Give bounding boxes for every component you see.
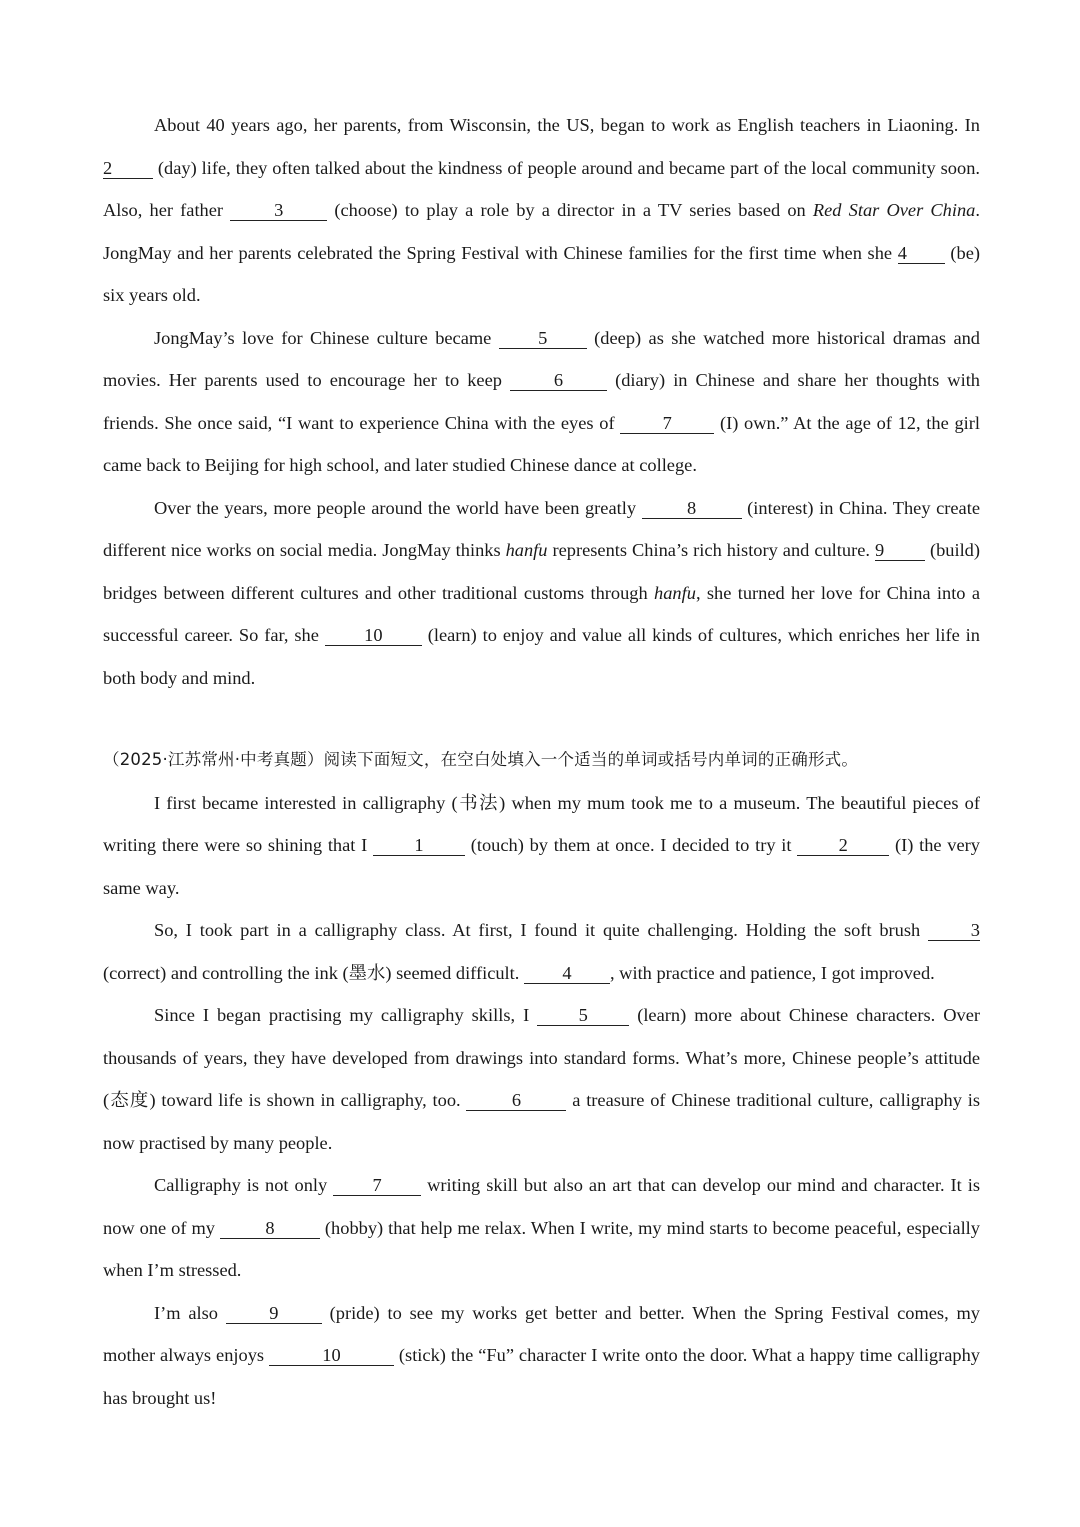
passage-text: (build) bridges between different cultures and other traditional customs through	[103, 540, 980, 603]
passage-text: (learn) more about Chinese characters. Over thousands of years, they have developed from drawings into standard forms. What’s more, Chinese people’s attitude (态度) toward life is shown in calligraphy, too.	[103, 1005, 980, 1110]
passage-text: (interest) in China. They create different nice works on social media. JongMay thinks	[103, 497, 980, 560]
book-title: Red Star Over China	[812, 200, 976, 220]
passage-text: (be) six years old.	[103, 242, 980, 305]
answer-blank[interactable]: 10	[269, 1346, 394, 1366]
answer-blank[interactable]: 8	[642, 499, 742, 519]
passage-text: (correct) and controlling the ink (墨水) seemed difficult.	[103, 962, 524, 983]
answer-blank[interactable]: 2	[103, 159, 153, 179]
passage-text: Calligraphy is not only	[154, 1175, 334, 1195]
answer-blank[interactable]: 6	[510, 371, 607, 391]
answer-blank[interactable]: 7	[620, 414, 714, 434]
passage-text: (touch) by them at once. I decided to try it	[465, 835, 798, 855]
answer-blank[interactable]: 1	[373, 836, 465, 856]
answer-blank[interactable]: 6	[466, 1091, 566, 1111]
passage-text: , she turned her love for China into a successful career. So far, she	[103, 582, 980, 645]
paragraph	[103, 1292, 980, 1420]
passage-text: . JongMay and her parents celebrated the Spring Festival with Chinese families for the first time when she	[103, 200, 980, 263]
italic-term: hanfu	[505, 540, 548, 560]
answer-blank[interactable]: 5	[537, 1006, 629, 1026]
passage-text: I’m also	[154, 1302, 226, 1323]
passage-text: Since I began practising my calligraphy skills, I	[154, 1005, 538, 1025]
passage-text: I first became interested in calligraphy (书法) when my mum took me to a museum. The beautiful pieces of writing there were so shining that I	[103, 792, 980, 855]
answer-blank[interactable]: 5	[499, 329, 587, 349]
passage-text: a treasure of Chinese traditional culture, calligraphy is now practised by many people.	[103, 1090, 980, 1153]
passage-calligraphy	[103, 739, 980, 1419]
passage-text: (I) own.” At the age of 12, the girl came back to Beijing for high school, and later studied Chinese dance at college.	[103, 412, 980, 475]
passage-text: writing skill but also an art that can develop our mind and character. It is now one of my	[103, 1175, 980, 1238]
answer-blank[interactable]: 8	[220, 1219, 320, 1239]
question-instructions: （2025·江苏常州·中考真题）阅读下面短文，在空白处填入一个适当的单词或括号内单词的正确形式。	[103, 750, 859, 769]
answer-blank[interactable]: 10	[325, 626, 422, 646]
paragraph	[103, 994, 980, 1164]
answer-blank[interactable]: 9	[226, 1304, 322, 1324]
passage-text: (day) life, they often talked about the kindness of people around and became part of the local community soon. Also, her father	[103, 157, 980, 220]
passage-text: So, I took part in a calligraphy class. At first, I found it quite challenging. Holding the soft brush	[154, 920, 928, 940]
passage-text: Over the years, more people around the world have been greatly	[154, 497, 642, 518]
passage-text: represents China’s rich history and culture.	[547, 540, 875, 560]
paragraph	[103, 487, 980, 700]
passage-jongmay	[103, 104, 980, 699]
answer-blank[interactable]: 3	[230, 201, 327, 221]
passage-text: (learn) to enjoy and value all kinds of cultures, which enriches her life in both body and mind.	[103, 625, 980, 688]
answer-blank[interactable]: 4	[524, 964, 610, 984]
passage-text: (deep) as she watched more historical dramas and movies. Her parents used to encourage her to keep	[103, 327, 981, 390]
answer-blank[interactable]: 4	[898, 244, 945, 264]
passage-text: (I) the very same way.	[103, 835, 980, 898]
answer-blank[interactable]: 9	[875, 541, 925, 561]
paragraph	[103, 1164, 980, 1292]
paragraph	[103, 909, 980, 994]
paragraph	[103, 317, 980, 487]
answer-blank[interactable]: 7	[333, 1176, 421, 1196]
passage-text: (stick) the “Fu” character I write onto the door. What a happy time calligraphy has brought us!	[103, 1345, 981, 1408]
paragraph	[103, 782, 980, 910]
passage-text: (pride) to see my works get better and better. When the Spring Festival comes, my mother always enjoys	[103, 1302, 981, 1365]
passage-text: (diary) in Chinese and share her thoughts with friends. She once said, “I want to experience China with the eyes of	[103, 370, 980, 433]
answer-blank[interactable]: 3	[928, 921, 980, 941]
passage-text: JongMay’s love for Chinese culture became	[154, 327, 499, 348]
italic-term: hanfu	[654, 582, 696, 603]
passage-text: (choose) to play a role by a director in a TV series based on	[327, 200, 813, 220]
passage-text: (hobby) that help me relax. When I write, my mind starts to become peaceful, especially when I’m stressed.	[103, 1217, 980, 1280]
answer-blank[interactable]: 2	[797, 836, 889, 856]
passage-text: About 40 years ago, her parents, from Wisconsin, the US, began to work as English teachers in Liaoning. In	[154, 115, 980, 135]
paragraph	[103, 104, 980, 317]
passage-text: , with practice and patience, I got improved.	[609, 962, 935, 983]
